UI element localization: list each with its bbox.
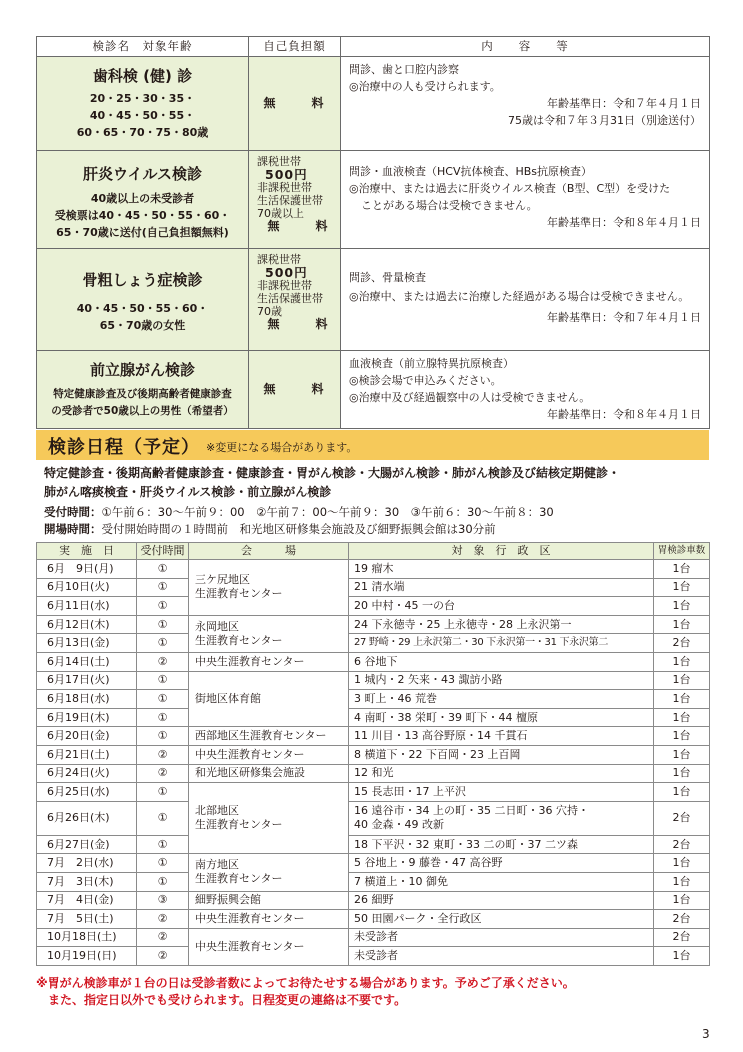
exam-name: 歯科検 (健) 診 [92, 67, 193, 85]
row-venue [189, 854, 349, 891]
row-time: ② [137, 764, 189, 783]
row-area: 19 瘤木 [349, 560, 654, 579]
row-cars: 2台 [654, 835, 710, 854]
table-row [37, 652, 710, 671]
row-cars: 1台 [654, 615, 710, 634]
detail-line: ◎治療中、または過去に肝炎ウイルス検査（B型、C型）を受けた [349, 182, 671, 195]
detail-line: 問診、骨量検査 [349, 271, 426, 284]
page-number: 3 [702, 1027, 710, 1041]
reception-text: ①午前６：30～午前９：00 ②午前７：00～午前９：30 ③午前６：30～午前８：30 [101, 505, 554, 519]
reception-label: 受付時間： [44, 505, 102, 519]
exam-detail-cell [341, 351, 710, 429]
row-time: ② [137, 910, 189, 929]
table-row [37, 910, 710, 929]
row-time: ① [137, 597, 189, 616]
detail-right: 年齢基準日：令和７年４月１日 [547, 311, 701, 324]
row-venue: 街地区体育館 [189, 671, 349, 727]
row-venue: 中央生涯教育センター [189, 745, 349, 764]
row-area: 5 谷地上・9 藤巻・47 高谷野 [349, 854, 654, 873]
exam-name-cell [37, 351, 249, 429]
fee-line: 70歳 [257, 305, 282, 318]
row-time: ① [137, 578, 189, 597]
row-area: 12 和光 [349, 764, 654, 783]
schedule-title: 検診日程（予定） [48, 437, 200, 458]
detail-right: 年齢基準日：令和８年４月１日 [547, 216, 701, 229]
row-date: 6月13日(金) [37, 634, 137, 653]
detail-line: ◎検診会場で申込みください。 [349, 374, 502, 387]
opening-text: 受付開始時間の１時間前 和光地区研修集会施設及び細野振興会館は30分前 [101, 522, 496, 536]
venue-line: 生涯教育センター [195, 818, 283, 832]
row-cars: 1台 [654, 947, 710, 966]
exam-detail-cell [341, 249, 710, 351]
opening-label: 開場時間： [44, 522, 102, 536]
fee-amount: 500円 [265, 265, 308, 280]
area-line: 16 遠谷市・34 上の町・35 二日町・36 穴持・ [354, 804, 589, 818]
row-date: 6月 9日(月) [37, 560, 137, 579]
table-row [37, 560, 710, 579]
target-line: 65・70歳に送付(自己負担額無料) [56, 226, 229, 239]
row-area: 未受診者 [349, 947, 654, 966]
row-cars: 2台 [654, 801, 710, 835]
exam-fee-cell [249, 351, 341, 429]
row-cars: 2台 [654, 634, 710, 653]
exam-name-cell [37, 151, 249, 249]
exam-row-dental [37, 57, 710, 151]
fee-line: 課税世帯 [257, 155, 301, 168]
table-row [37, 615, 710, 634]
row-area: 21 清水端 [349, 578, 654, 597]
table-row [37, 801, 710, 835]
row-area [349, 801, 654, 835]
exam-name: 前立腺がん検診 [89, 361, 195, 379]
row-date: 6月18日(水) [37, 690, 137, 709]
schedule-times [44, 504, 714, 538]
col-venue: 会 場 [189, 543, 349, 560]
exam-table [36, 36, 710, 429]
col-time: 受付時間 [137, 543, 189, 560]
target-line: 40歳以上の未受診者 [90, 192, 195, 205]
row-time: ① [137, 560, 189, 579]
row-area: 6 谷地下 [349, 652, 654, 671]
row-area: 50 田園パーク・全行政区 [349, 910, 654, 929]
col-area: 対 象 行 政 区 [349, 543, 654, 560]
row-date: 6月27日(金) [37, 835, 137, 854]
row-cars: 1台 [654, 671, 710, 690]
row-area: 15 長志田・17 上平沢 [349, 783, 654, 802]
schedule-header-band [36, 430, 709, 460]
row-cars: 1台 [654, 560, 710, 579]
detail-line: ことがある場合は受検できません。 [361, 199, 538, 212]
detail-line: ◎治療中、または過去に治療した経過がある場合は受検できません。 [349, 290, 690, 303]
detail-right: 年齢基準日：令和８年４月１日 [547, 408, 701, 421]
row-date: 6月25日(水) [37, 783, 137, 802]
detail-line: 問診、歯と口腔内診察 [349, 63, 459, 76]
target-line: 65・70歳の女性 [99, 319, 186, 332]
row-time: ① [137, 835, 189, 854]
row-area: 26 細野 [349, 891, 654, 910]
exam-name: 骨粗しょう症検診 [82, 271, 203, 289]
fee-line: 非課税世帯 [257, 279, 312, 292]
table-row [37, 854, 710, 873]
venue-line: 永岡地区 [195, 619, 239, 633]
detail-line: 血液検査（前立腺特異抗原検査） [349, 357, 514, 370]
table-row [37, 634, 710, 653]
schedule-header-row [37, 543, 710, 560]
row-venue [189, 615, 349, 652]
fee-line: 非課税世帯 [257, 181, 312, 194]
row-area: 未受診者 [349, 928, 654, 947]
exam-name: 肝炎ウイルス検診 [82, 165, 203, 183]
fee-free: 無 料 [267, 317, 340, 331]
exam-fee-cell [249, 151, 341, 249]
row-venue [189, 560, 349, 616]
table-row [37, 928, 710, 947]
row-venue: 中央生涯教育センター [189, 910, 349, 929]
row-date: 7月 3日(木) [37, 872, 137, 891]
target-line: 受検票は40・45・50・55・60・ [54, 209, 231, 222]
row-time: ① [137, 634, 189, 653]
header-name: 検診名 対象年齢 [37, 37, 249, 57]
venue-line: 生涯教育センター [195, 872, 283, 886]
row-area: 27 野崎・29 上永沢第二・30 下永沢第一・31 下永沢第二 [349, 634, 654, 653]
row-venue: 中央生涯教育センター [189, 928, 349, 965]
row-venue: 和光地区研修集会施設 [189, 764, 349, 783]
schedule-exam-list [44, 464, 714, 502]
detail-line: ◎治療中の人も受けられます。 [349, 80, 501, 93]
table-row [37, 578, 710, 597]
table-row [37, 597, 710, 616]
venue-line: 三ケ尻地区 [195, 573, 250, 587]
row-cars: 1台 [654, 708, 710, 727]
exam-list-line: 特定健診査・後期高齢者健康診査・健康診査・胃がん検診・大腸がん検診・肺がん検診及び結核定期健診・ [44, 466, 621, 480]
row-cars: 2台 [654, 910, 710, 929]
row-time: ① [137, 615, 189, 634]
row-cars: 1台 [654, 891, 710, 910]
row-cars: 1台 [654, 783, 710, 802]
fee-free: 無 料 [267, 219, 340, 233]
row-area: 20 中村・45 一の台 [349, 597, 654, 616]
row-time: ① [137, 801, 189, 835]
schedule-table [36, 542, 710, 966]
row-date: 10月19日(日) [37, 947, 137, 966]
row-venue: 細野振興会館 [189, 891, 349, 910]
row-area: 8 横道下・22 下百岡・23 上百岡 [349, 745, 654, 764]
row-date: 6月24日(火) [37, 764, 137, 783]
venue-line: 南方地区 [195, 858, 239, 872]
row-time: ② [137, 928, 189, 947]
fee-line: 70歳以上 [257, 207, 304, 220]
row-time: ① [137, 690, 189, 709]
row-cars: 1台 [654, 727, 710, 746]
exam-target [37, 386, 248, 420]
row-area: 4 南町・38 栄町・39 町下・44 檀原 [349, 708, 654, 727]
table-row [37, 745, 710, 764]
fee-line: 課税世帯 [257, 253, 301, 266]
exam-row-hepatitis [37, 151, 710, 249]
row-cars: 1台 [654, 745, 710, 764]
row-cars: 1台 [654, 578, 710, 597]
target-line: 特定健康診査及び後期高齢者健康診査 [53, 388, 232, 400]
row-date: 7月 5日(土) [37, 910, 137, 929]
table-row [37, 835, 710, 854]
row-time: ① [137, 727, 189, 746]
row-date: 6月12日(木) [37, 615, 137, 634]
exam-row-osteoporosis [37, 249, 710, 351]
table-row [37, 872, 710, 891]
row-date: 7月 4日(金) [37, 891, 137, 910]
exam-target [37, 190, 248, 241]
row-date: 6月14日(土) [37, 652, 137, 671]
row-cars: 1台 [654, 764, 710, 783]
row-time: ② [137, 947, 189, 966]
col-cars: 胃検診車数 [654, 543, 710, 560]
target-line: 60・65・70・75・80歳 [76, 126, 209, 139]
row-area: 11 川目・13 高谷野原・14 千貫石 [349, 727, 654, 746]
reception-time [44, 504, 714, 521]
table-row [37, 690, 710, 709]
fee-amount: 500円 [265, 167, 308, 182]
row-time: ① [137, 671, 189, 690]
exam-target [37, 300, 248, 334]
exam-fee-cell [249, 57, 341, 151]
row-area: 1 城内・2 矢来・43 諏訪小路 [349, 671, 654, 690]
exam-fee-cell [249, 249, 341, 351]
row-area: 18 下平沢・32 東町・33 二の町・37 二ツ森 [349, 835, 654, 854]
row-time: ③ [137, 891, 189, 910]
target-line: 40・45・50・55・60・ [76, 302, 209, 315]
row-venue [189, 783, 349, 854]
opening-time [44, 521, 714, 538]
target-line: の受診者で50歳以上の男性（希望者） [51, 405, 234, 417]
footnote-line: ※胃がん検診車が１台の日は受診者数によってお待たせする場合があります。予めご了承ください。 [36, 976, 575, 990]
detail-right: 75歳は令和７年３月31日（別途送付） [508, 114, 701, 127]
row-time: ② [137, 652, 189, 671]
table-row [37, 727, 710, 746]
row-date: 6月11日(水) [37, 597, 137, 616]
row-cars: 1台 [654, 690, 710, 709]
row-date: 6月19日(木) [37, 708, 137, 727]
venue-line: 生涯教育センター [195, 587, 283, 601]
exam-name-cell [37, 57, 249, 151]
exam-row-prostate [37, 351, 710, 429]
detail-line: 問診・血液検査（HCV抗体検査、HBs抗原検査） [349, 165, 593, 178]
detail-line: ◎治療中及び経過観察中の人は受検できません。 [349, 391, 591, 404]
row-cars: 1台 [654, 854, 710, 873]
schedule-note: ※変更になる場合があります。 [206, 441, 358, 454]
target-line: 20・25・30・35・ [89, 92, 196, 105]
table-row [37, 708, 710, 727]
fee-line: 生活保護世帯 [257, 292, 323, 305]
target-line: 40・45・50・55・ [89, 109, 196, 122]
footnote [36, 975, 575, 1009]
exam-list-line: 肺がん喀痰検査・肝炎ウイルス検診・前立腺がん検診 [44, 485, 332, 499]
exam-target [37, 90, 248, 141]
row-venue: 中央生涯教育センター [189, 652, 349, 671]
table-row [37, 671, 710, 690]
exam-detail-cell [341, 151, 710, 249]
fee-line: 生活保護世帯 [257, 194, 323, 207]
row-time: ② [137, 745, 189, 764]
row-area: 3 町上・46 荒巻 [349, 690, 654, 709]
row-venue: 西部地区生涯教育センター [189, 727, 349, 746]
row-cars: 1台 [654, 597, 710, 616]
row-date: 6月10日(火) [37, 578, 137, 597]
footnote-line: また、指定日以外でも受けられます。日程変更の連絡は不要です。 [48, 993, 407, 1007]
table-row [37, 764, 710, 783]
exam-name-cell [37, 249, 249, 351]
row-area: 24 下永徳寺・25 上永徳寺・28 上永沢第一 [349, 615, 654, 634]
area-line: 40 金森・49 改新 [354, 818, 444, 832]
col-date: 実 施 日 [37, 543, 137, 560]
row-date: 6月21日(土) [37, 745, 137, 764]
row-time: ① [137, 854, 189, 873]
header-content: 内 容 等 [341, 37, 710, 57]
table-row [37, 783, 710, 802]
row-time: ① [137, 872, 189, 891]
row-time: ① [137, 708, 189, 727]
table-row [37, 947, 710, 966]
venue-line: 生涯教育センター [195, 633, 283, 647]
row-cars: 2台 [654, 928, 710, 947]
exam-table-header [37, 37, 710, 57]
exam-detail-cell [341, 57, 710, 151]
row-cars: 1台 [654, 652, 710, 671]
row-cars: 1台 [654, 872, 710, 891]
venue-line: 北部地区 [195, 804, 239, 818]
row-date: 6月20日(金) [37, 727, 137, 746]
header-fee: 自己負担額 [249, 37, 341, 57]
fee-free: 無 料 [263, 382, 336, 396]
row-date: 10月18日(土) [37, 928, 137, 947]
row-date: 6月26日(木) [37, 801, 137, 835]
fee-free: 無 料 [263, 96, 336, 110]
row-date: 6月17日(火) [37, 671, 137, 690]
row-time: ① [137, 783, 189, 802]
row-area: 7 横道上・10 御免 [349, 872, 654, 891]
table-row [37, 891, 710, 910]
detail-right: 年齢基準日：令和７年４月１日 [547, 97, 701, 110]
row-date: 7月 2日(水) [37, 854, 137, 873]
